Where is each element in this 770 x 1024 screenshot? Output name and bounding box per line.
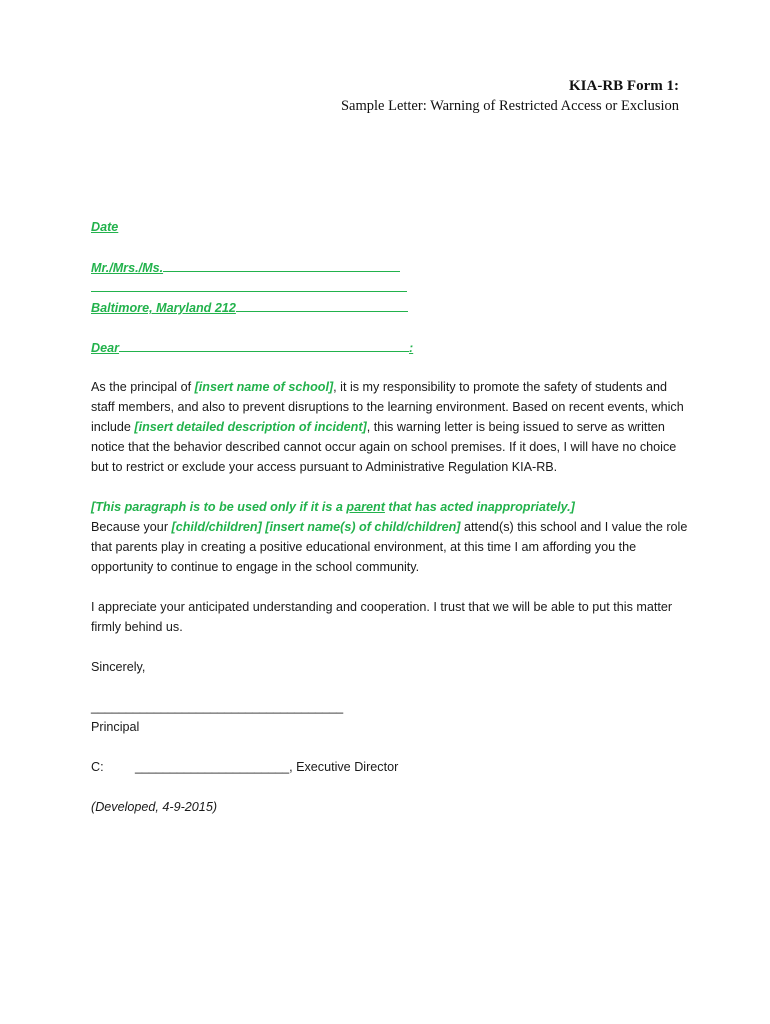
recipient-name-blank [163,257,400,272]
city-line [91,297,408,318]
dear-blank [119,337,409,352]
signature-line: ____________________________________ [91,700,344,714]
paragraph1-text-1: As the principal of [91,380,195,394]
school-name-placeholder: [insert name of school] [194,380,334,394]
child-name-placeholder: [child/children] [insert name(s) of child/children] [171,520,461,534]
street-address-blank [91,277,407,292]
paragraph-warning [91,377,691,477]
paragraph2-text-1: Because your [91,520,172,534]
form-header [341,76,679,116]
developed-date: (Developed, 4-9-2015) [91,800,218,814]
date-placeholder: Date [91,220,119,234]
cc-line [91,757,398,777]
form-subtitle: Sample Letter: Warning of Restricted Access or Exclusion [340,98,679,114]
address-line [91,277,407,298]
note-text-1: [This paragraph is to be used only if it is a [91,500,347,514]
dear-colon: : [409,341,414,355]
dear-label: Dear [91,341,120,355]
paragraph2-text-2: attend(s) this school and I value the role that parents play in creating a positive educational environment, at this time I am affording you the opportunity to continue to engage in the school community. [91,520,688,574]
paragraph-parent [91,497,691,577]
date-line [91,217,118,237]
principal-title: Principal [91,720,140,734]
city-state-zip: Baltimore, Maryland 212 [91,301,236,315]
dear-line [91,337,413,358]
paragraph-closing: I appreciate your anticipated understanding and cooperation. I trust that we will be able to put this matter firmly behind us. [91,600,673,634]
parent-paragraph-note [91,497,691,517]
incident-placeholder: [insert detailed description of incident] [134,420,367,434]
cc-title: , Executive Director [289,760,399,774]
note-parent-word: parent [346,500,385,514]
parent-paragraph-body [91,517,691,577]
recipient-name-line [91,257,400,278]
cc-blank: ______________________ [135,760,290,774]
note-text-2: that has acted inappropriately.] [384,500,575,514]
sincerely: Sincerely, [91,660,146,674]
cc-label: C: [91,760,104,774]
paragraph1-text-2: , it is my responsibility to promote the safety of students and staff members, and also to prevent disruptions to the learning environment. Based on recent events, which include [91,380,684,434]
paragraph1-text-3: , this warning letter is being issued to serve as written notice that the behavior described cannot occur again on school premises. If it does, I will have no choice but to restrict or exclude your access pursuant to Administrative Regulation KIA-RB. [91,420,677,474]
form-title: KIA-RB Form 1: [569,78,679,94]
salutation-name: Mr./Mrs./Ms. [91,261,164,275]
zip-blank [236,297,408,312]
